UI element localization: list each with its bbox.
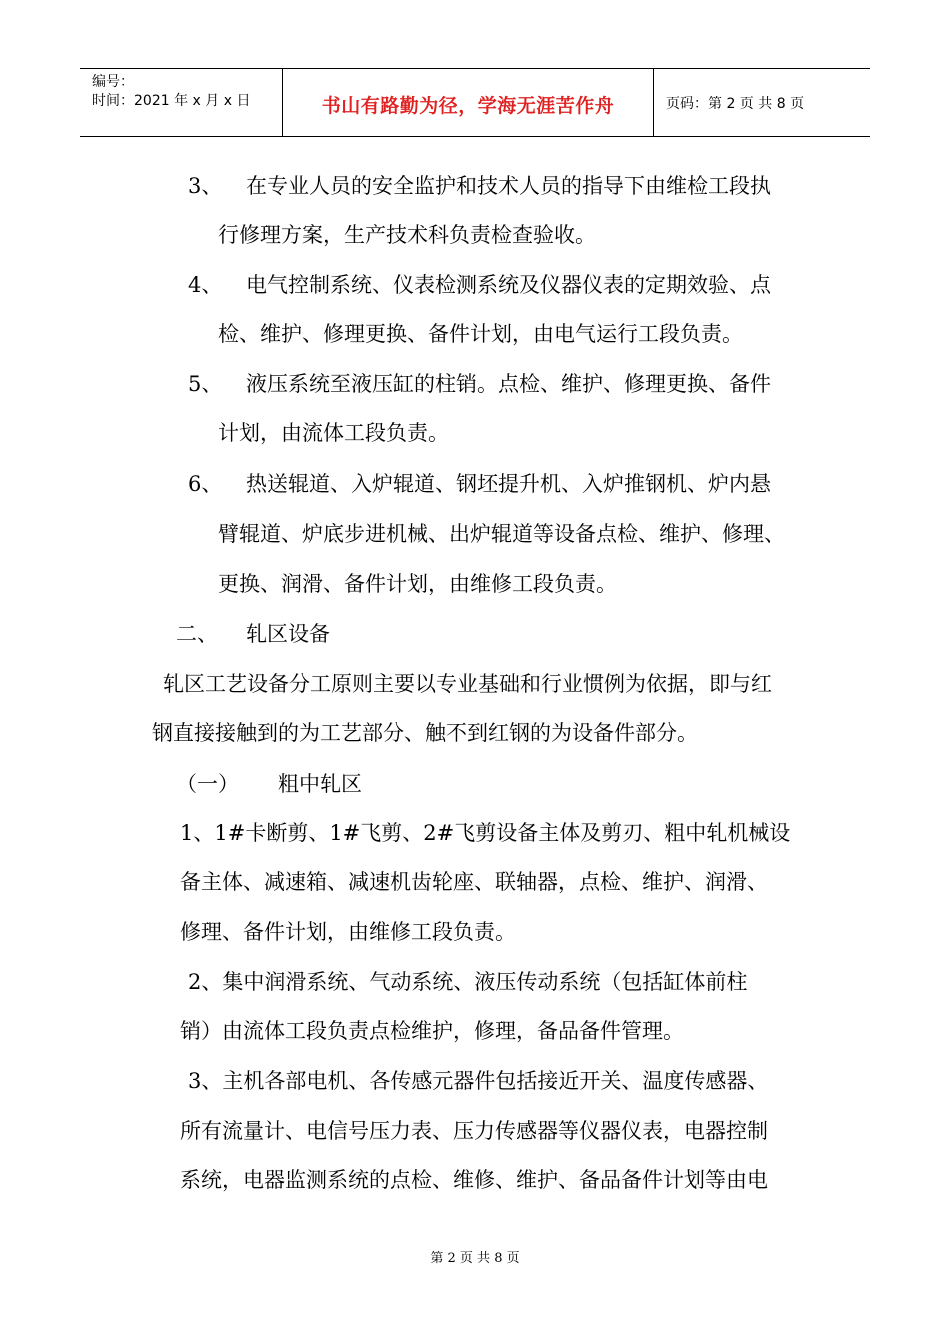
sub-item-line: 所有流量计、电信号压力表、压力传感器等仪器仪表，电器控制 xyxy=(180,1119,768,1143)
paragraph-line: 钢直接接触到的为工艺部分、触不到红钢的为设备件部分。 xyxy=(152,721,698,745)
item-text-line: 行修理方案，生产技术科负责检查验收。 xyxy=(218,223,596,247)
sub-item-line: 3、主机各部电机、各传感元器件包括接近开关、温度传感器、 xyxy=(188,1069,769,1093)
item-text-line: 液压系统至液压缸的柱销。点检、维护、修理更换、备件 xyxy=(246,372,771,396)
sub-item-line: 销）由流体工段负责点检维护，修理，备品备件管理。 xyxy=(180,1019,684,1043)
sub-item-line: 2、集中润滑系统、气动系统、液压传动系统（包括缸体前柱 xyxy=(188,970,748,994)
header-divider xyxy=(653,69,654,136)
item-number: 6、 xyxy=(188,472,223,496)
page-header xyxy=(80,68,870,137)
date-label: 时间：2021 年 x 月 x 日 xyxy=(92,93,251,109)
header-left xyxy=(92,73,250,111)
subsection-title: 粗中轧区 xyxy=(278,772,362,796)
sub-item-line: 系统，电器监测系统的点检、维修、维护、备品备件计划等由电 xyxy=(180,1168,768,1192)
item-text-line: 计划，由流体工段负责。 xyxy=(218,421,449,445)
number-label: 编号： xyxy=(92,74,134,90)
section-number: 二、 xyxy=(176,622,218,646)
sub-item-line: 1、1#卡断剪、1#飞剪、2#飞剪设备主体及剪刃、粗中轧机械设 xyxy=(180,821,791,845)
header-page-label: 页码：第 2 页 共 8 页 xyxy=(666,96,805,112)
item-number: 4、 xyxy=(188,273,223,297)
header-motto: 书山有路勤为径，学海无涯苦作舟 xyxy=(321,95,615,117)
item-number: 5、 xyxy=(188,372,223,396)
page-footer: 第 2 页 共 8 页 xyxy=(430,1251,520,1266)
section-title: 轧区设备 xyxy=(246,622,330,646)
sub-item-line: 备主体、减速箱、减速机齿轮座、联轴器，点检、维护、润滑、 xyxy=(180,870,768,894)
item-text-line: 更换、润滑、备件计划，由维修工段负责。 xyxy=(218,572,617,596)
item-text-line: 在专业人员的安全监护和技术人员的指导下由维检工段执 xyxy=(246,174,771,198)
item-text-line: 电气控制系统、仪表检测系统及仪器仪表的定期效验、点 xyxy=(246,273,771,297)
sub-item-line: 修理、备件计划，由维修工段负责。 xyxy=(180,920,516,944)
item-number: 3、 xyxy=(188,174,223,198)
paragraph-line: 轧区工艺设备分工原则主要以专业基础和行业惯例为依据，即与红 xyxy=(163,672,772,696)
item-text-line: 臂辊道、炉底步进机械、出炉辊道等设备点检、维护、修理、 xyxy=(218,522,785,546)
item-text-line: 检、维护、修理更换、备件计划，由电气运行工段负责。 xyxy=(218,322,743,346)
item-text-line: 热送辊道、入炉辊道、钢坯提升机、入炉推钢机、炉内悬 xyxy=(246,472,771,496)
subsection-number: （一） xyxy=(176,772,239,796)
